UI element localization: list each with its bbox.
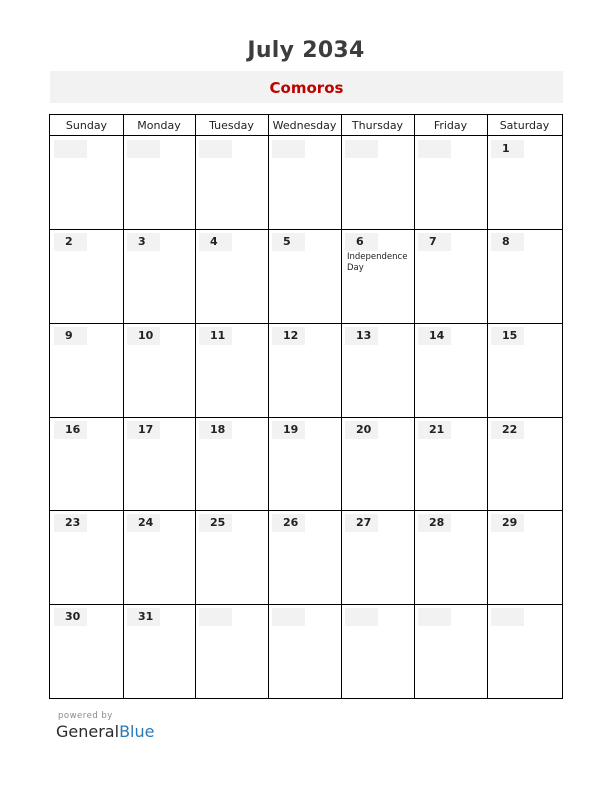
day-cell-6[interactable] [342, 230, 414, 323]
day-cell-19[interactable] [269, 418, 341, 510]
weekday-label: Tuesday [209, 119, 254, 132]
day-number: 29 [491, 514, 524, 532]
day-number: 19 [272, 421, 305, 439]
day-cell-25[interactable] [196, 511, 268, 604]
day-number: 31 [127, 608, 160, 626]
day-cell-22[interactable] [488, 418, 562, 510]
empty-day-cell [196, 137, 268, 229]
day-number: 1 [491, 140, 524, 158]
empty-day-cell [415, 605, 487, 698]
day-cell-16[interactable] [51, 418, 123, 510]
day-cell-11[interactable] [196, 324, 268, 417]
weekday-header [487, 115, 562, 136]
country-banner [50, 71, 563, 103]
day-number: 7 [418, 233, 451, 251]
day-number: 13 [345, 327, 378, 345]
powered-by-label: powered by [58, 711, 113, 721]
day-number: 15 [491, 327, 524, 345]
day-number: 23 [54, 514, 87, 532]
day-cell-23[interactable] [51, 511, 123, 604]
day-number: 9 [54, 327, 87, 345]
weekday-header [414, 115, 487, 136]
day-cell-8[interactable] [488, 230, 562, 323]
day-number [199, 608, 232, 626]
day-number [418, 608, 451, 626]
day-number [272, 608, 305, 626]
empty-day-cell [488, 605, 562, 698]
day-cell-28[interactable] [415, 511, 487, 604]
day-number [345, 608, 378, 626]
brand-general: General [56, 722, 120, 741]
weekday-label: Saturday [499, 119, 550, 132]
day-cell-3[interactable] [124, 230, 195, 323]
day-number: 20 [345, 421, 378, 439]
day-number: 6 [345, 233, 378, 251]
day-number: 22 [491, 421, 524, 439]
weekday-label: Wednesday [272, 119, 337, 132]
day-number: 4 [199, 233, 232, 251]
empty-day-cell [415, 137, 487, 229]
day-number [491, 608, 524, 626]
day-number: 16 [54, 421, 87, 439]
calendar-grid [49, 114, 563, 699]
weekday-header [268, 115, 341, 136]
day-number [418, 140, 451, 158]
day-cell-14[interactable] [415, 324, 487, 417]
day-number: 3 [127, 233, 160, 251]
empty-day-cell [269, 137, 341, 229]
day-cell-5[interactable] [269, 230, 341, 323]
day-number: 18 [199, 421, 232, 439]
day-number: 26 [272, 514, 305, 532]
day-number: 21 [418, 421, 451, 439]
day-cell-4[interactable] [196, 230, 268, 323]
day-number: 2 [54, 233, 87, 251]
weekday-label: Sunday [65, 119, 108, 132]
day-cell-26[interactable] [269, 511, 341, 604]
day-cell-2[interactable] [51, 230, 123, 323]
day-cell-10[interactable] [124, 324, 195, 417]
day-number [199, 140, 232, 158]
day-number: 12 [272, 327, 305, 345]
weekday-label: Friday [433, 119, 468, 132]
day-cell-17[interactable] [124, 418, 195, 510]
weekday-label: Monday [137, 119, 181, 132]
day-number: 17 [127, 421, 160, 439]
country-name: Comoros [269, 79, 344, 97]
empty-day-cell [269, 605, 341, 698]
day-number [127, 140, 160, 158]
day-number [272, 140, 305, 158]
day-number: 5 [272, 233, 305, 251]
generalblue-logo[interactable] [56, 722, 154, 741]
day-number: 11 [199, 327, 232, 345]
empty-day-cell [196, 605, 268, 698]
day-number: 28 [418, 514, 451, 532]
day-cell-1[interactable] [488, 137, 562, 229]
weekday-header [195, 115, 268, 136]
empty-day-cell [51, 137, 123, 229]
weekday-header [123, 115, 195, 136]
day-number [54, 140, 87, 158]
day-cell-9[interactable] [51, 324, 123, 417]
holiday-event: Independence Day [347, 252, 408, 273]
day-cell-12[interactable] [269, 324, 341, 417]
empty-day-cell [342, 137, 414, 229]
day-cell-18[interactable] [196, 418, 268, 510]
day-number: 27 [345, 514, 378, 532]
calendar-title: July 2034 [247, 38, 365, 63]
brand-blue: Blue [119, 722, 155, 741]
weekday-header [341, 115, 414, 136]
day-cell-31[interactable] [124, 605, 195, 698]
weekday-label: Thursday [351, 119, 404, 132]
day-number: 8 [491, 233, 524, 251]
empty-day-cell [342, 605, 414, 698]
day-cell-29[interactable] [488, 511, 562, 604]
day-number: 25 [199, 514, 232, 532]
day-number [345, 140, 378, 158]
day-number: 30 [54, 608, 87, 626]
day-cell-24[interactable] [124, 511, 195, 604]
day-cell-7[interactable] [415, 230, 487, 323]
day-number: 10 [127, 327, 160, 345]
day-cell-13[interactable] [342, 324, 414, 417]
day-number: 24 [127, 514, 160, 532]
empty-day-cell [124, 137, 195, 229]
weekday-header [50, 115, 123, 136]
day-cell-21[interactable] [415, 418, 487, 510]
day-number: 14 [418, 327, 451, 345]
day-cell-30[interactable] [51, 605, 123, 698]
day-cell-20[interactable] [342, 418, 414, 510]
day-cell-15[interactable] [488, 324, 562, 417]
day-cell-27[interactable] [342, 511, 414, 604]
